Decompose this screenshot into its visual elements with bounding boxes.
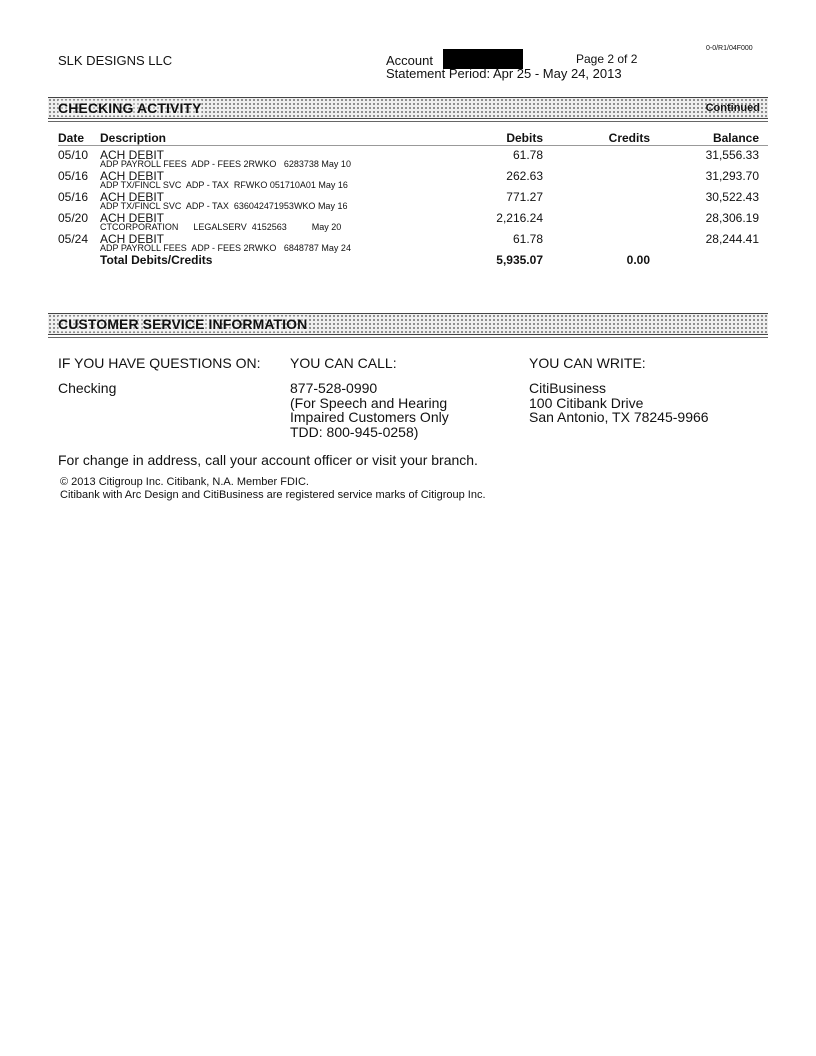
write-heading: YOU CAN WRITE: [529,355,646,371]
row-date: 05/16 [58,190,89,204]
col-debits-header: Debits [506,131,543,145]
row-detail: ADP PAYROLL FEES ADP - FEES 2RWKO 6283738 May 10 [100,159,351,169]
row-balance: 31,293.70 [705,169,759,183]
row-description: ACH DEBIT [100,148,165,162]
row-balance: 28,244.41 [705,232,759,246]
table-row [0,232,816,253]
call-note: (For Speech and Hearing [290,395,448,411]
write-address-line: 100 Citibank Drive [529,395,644,411]
row-detail: ADP PAYROLL FEES ADP - FEES 2RWKO 6848787 May 24 [100,243,351,253]
statement-period: Statement Period: Apr 25 - May 24, 2013 [386,66,622,81]
copyright-notice: © 2013 Citigroup Inc. Citibank, N.A. Member FDIC. [60,476,309,488]
trademark-notice: Citibank with Arc Design and CitiBusiness are registered service marks of Citigroup Inc. [60,489,486,501]
table-row [0,190,816,211]
table-row [0,148,816,169]
table-row [0,211,816,232]
row-debit: 771.27 [506,190,543,204]
row-description: ACH DEBIT [100,232,165,246]
continued-label: Continued [705,102,760,114]
header-divider [58,145,768,146]
row-debit: 61.78 [512,148,543,162]
customer-service-title: CUSTOMER SERVICE INFORMATION [58,316,308,332]
col-description-header: Description [100,131,167,145]
row-date: 05/20 [58,211,89,225]
total-label: Total Debits/Credits [100,253,213,267]
phone-number: 877-528-0990 [290,380,378,396]
row-description: ACH DEBIT [100,211,165,225]
row-debit: 61.78 [512,232,543,246]
row-date: 05/16 [58,169,89,183]
total-credits: 0.00 [626,253,650,267]
questions-heading: IF YOU HAVE QUESTIONS ON: [58,355,261,371]
account-label: Account [386,53,433,68]
row-balance: 31,556.33 [705,148,759,162]
row-detail: CTCORPORATION LEGALSERV 4152563 May 20 [100,222,342,232]
row-description: ACH DEBIT [100,190,165,204]
write-address-line: San Antonio, TX 78245-9966 [529,409,709,425]
call-note: Impaired Customers Only [290,409,449,425]
write-address-line: CitiBusiness [529,380,607,396]
col-credits-header: Credits [608,131,650,145]
row-detail: ADP TX/FINCL SVC ADP - TAX RFWKO 051710A01 May 16 [100,180,348,190]
tdd-number: TDD: 800-945-0258) [290,424,419,440]
call-heading: YOU CAN CALL: [290,355,397,371]
document-code: 0-0/R1/04F000 [706,45,753,52]
row-detail: ADP TX/FINCL SVC ADP - TAX 636042471953WKO May 16 [100,201,348,211]
row-description: ACH DEBIT [100,169,165,183]
customer-service-bar [48,313,768,335]
checking-activity-bar [48,97,768,119]
row-date: 05/24 [58,232,89,246]
row-debit: 262.63 [506,169,543,183]
address-change-note: For change in address, call your account officer or visit your branch. [58,452,478,468]
col-date-header: Date [58,131,85,145]
checking-activity-title: CHECKING ACTIVITY [58,100,202,116]
page-indicator: Page 2 of 2 [576,52,638,66]
company-name: SLK DESIGNS LLC [58,53,173,68]
product-name: Checking [58,380,117,396]
row-balance: 30,522.43 [705,190,759,204]
table-row [0,169,816,190]
total-debits: 5,935.07 [496,253,543,267]
col-balance-header: Balance [712,131,759,145]
row-debit: 2,216.24 [496,211,543,225]
row-date: 05/10 [58,148,89,162]
row-balance: 28,306.19 [705,211,759,225]
